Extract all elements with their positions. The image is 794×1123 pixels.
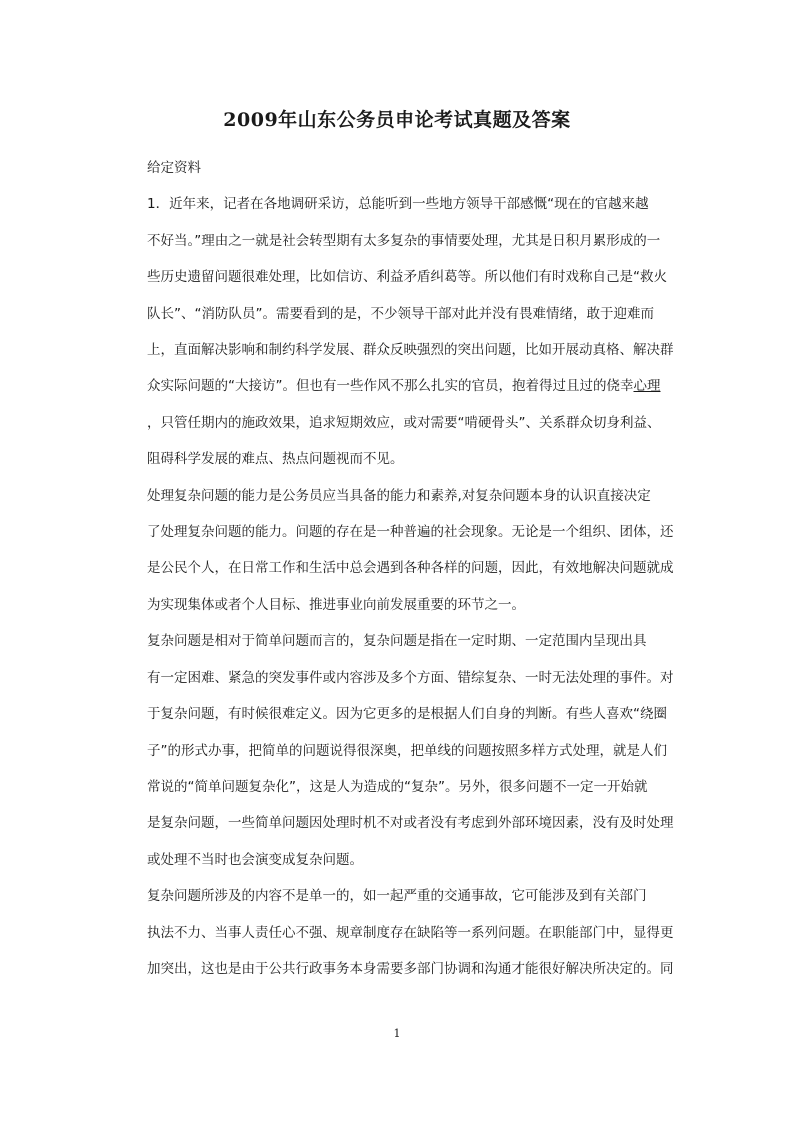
text-line: 是复杂问题，一些简单问题因处理时机不对或者没有考虑到外部环境因素，没有及时处理 [147, 815, 674, 832]
text-line: 为实现集体或者个人目标、推进事业向前发展重要的环节之一。 [147, 596, 525, 613]
text-line: 了处理复杂问题的能力。问题的存在是一种普遍的社会现象。无论是一个组织、团体，还 [147, 524, 674, 541]
text-fragment: 众实际问题的“大接访”。但也有一些作风不那么扎实的官员，抱着得过且过的侥幸 [147, 378, 634, 395]
text-line: 或处理不当时也会演变成复杂问题。 [147, 851, 363, 868]
text-line: 执法不力、当事人责任心不强、规章制度存在缺陷等一系列问题。在职能部门中，显得更 [147, 924, 674, 941]
paragraph-1 [118, 186, 676, 477]
text-line: 复杂问题是相对于简单问题而言的，复杂问题是指在一定时期、一定范围内呈现出具 [147, 633, 647, 650]
section-label: 给定资料 [147, 160, 201, 176]
text-line: ，只管任期内的施政效果，追求短期效应，或对需要“啃硬骨头”、关系群众切身利益、 [147, 414, 661, 431]
paragraph-2 [118, 478, 676, 624]
text-line: 阻碍科学发展的难点、热点问题视而不见。 [147, 451, 404, 468]
document-title: 2009年山东公务员申论考试真题及答案 [223, 109, 571, 131]
text-line: 常说的“简单问题复杂化”，这是人为造成的“复杂”。另外，很多问题不一定一开始就 [147, 778, 648, 795]
paragraph-4 [118, 878, 676, 987]
text-line: 上，直面解决影响和制约科学发展、群众反映强烈的突出问题，比如开展动真格、解决群 [147, 342, 674, 359]
page-number: 1 [393, 1027, 401, 1040]
text-line: 处理复杂问题的能力是公务员应当具备的能力和素养,对复杂问题本身的认识直接决定 [147, 487, 651, 504]
text-line: 加突出，这也是由于公共行政事务本身需要多部门协调和沟通才能很好解决所决定的。同 [147, 960, 674, 977]
text-line: 不好当。”理由之一就是社会转型期有太多复杂的事情要处理，尤其是日积月累形成的一 [147, 232, 661, 249]
text-line: 有一定困难、紧急的突发事件或内容涉及多个方面、错综复杂、一时无法处理的事件。对 [147, 669, 674, 686]
text-line: 子”的形式办事，把简单的问题说得很深奥，把单线的问题按照多样方式处理，就是人们 [147, 742, 667, 759]
hyperlink-word[interactable]: 心理 [633, 378, 661, 395]
text-line: 复杂问题所涉及的内容不是单一的，如一起严重的交通事故，它可能涉及到有关部门 [147, 888, 647, 905]
document-body [118, 150, 676, 987]
text-line: 队长”、“消防队员”。需要看到的是，不少领导干部对此并没有畏难情绪，敢于迎难而 [147, 305, 654, 322]
text-line: 是公民个人，在日常工作和生活中总会遇到各种各样的问题，因此，有效地解决问题就成 [147, 560, 674, 577]
text-line: 1．近年来，记者在各地调研采访，总能听到一些地方领导干部感慨“现在的官越来越 [147, 196, 649, 213]
text-line: 些历史遗留问题很难处理，比如信访、利益矛盾纠葛等。所以他们有时戏称自己是“救火 [147, 269, 667, 286]
paragraph-3 [118, 623, 676, 878]
text-line: 于复杂问题，有时候很难定义。因为它更多的是根据人们自身的判断。有些人喜欢“绕圈 [147, 706, 667, 723]
text-line [118, 368, 676, 404]
